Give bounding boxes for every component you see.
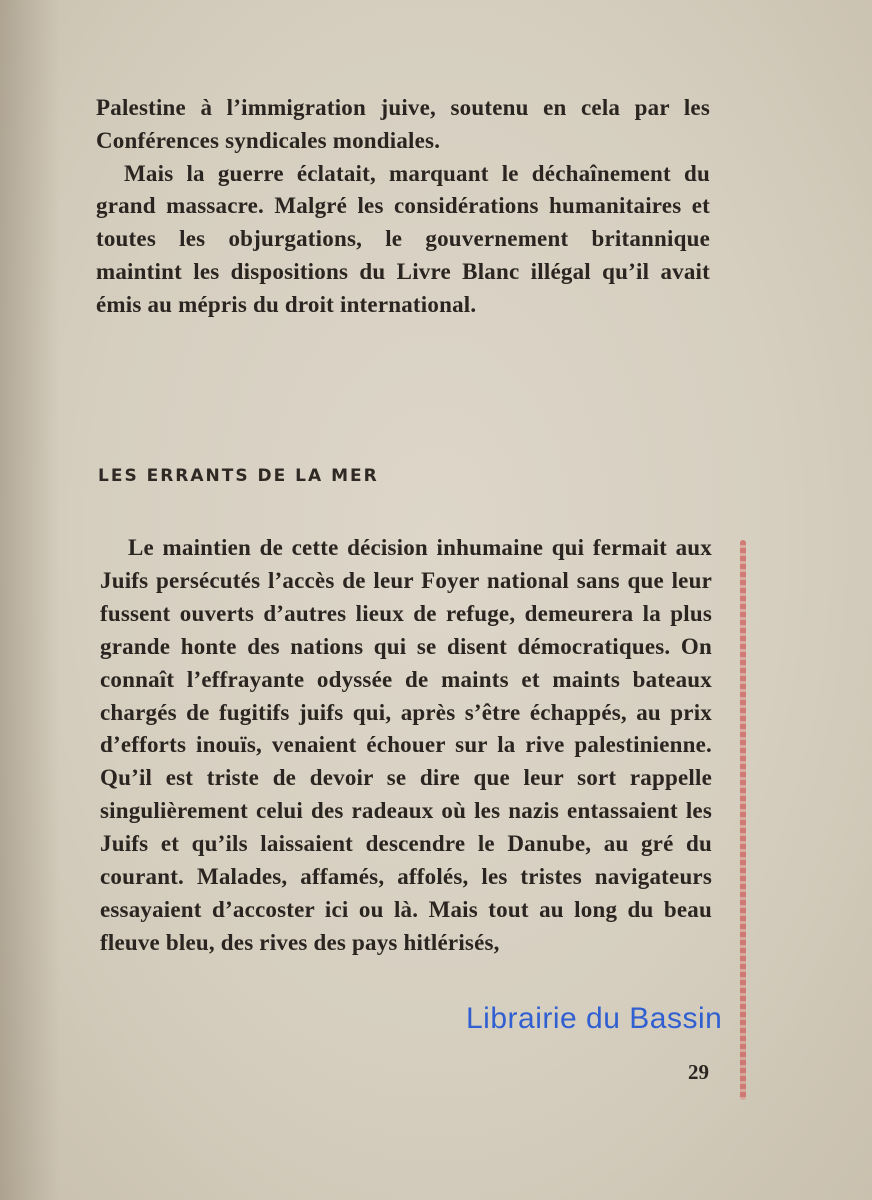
section-heading: LES ERRANTS DE LA MER xyxy=(98,466,379,486)
paragraph: Palestine à l’immigration juive, soutenu en cela par les Conférences syndicales mondiales. xyxy=(96,95,710,153)
page-number: 29 xyxy=(688,1060,709,1084)
margin-pencil-mark xyxy=(740,540,746,1100)
text-block-top xyxy=(96,92,710,322)
watermark: Librairie du Bassin xyxy=(466,1002,723,1035)
paragraph: Mais la guerre éclatait, marquant le déchaînement du grand massacre. Malgré les considérations humanitaires et toutes les objurgations, le gouvernement britannique maintint les dispositions du Livre Blanc illégal qu’il avait émis au mépris du droit international. xyxy=(96,160,710,317)
text-block-bottom xyxy=(100,532,712,960)
gutter-shadow xyxy=(0,0,60,1200)
paragraph: Le maintien de cette décision inhumaine qui fermait aux Juifs persécutés l’accès de leur Foyer national sans que leur fussent ouverts d’autres lieux de refuge, demeurera la plus grande honte des nations qui se disent démocratiques. On connaît l’effrayante odyssée de maints et maints bateaux chargés de fugitifs juifs qui, après s’être échappés, au prix d’efforts inouïs, venaient échouer sur la rive palestinienne. Qu’il est triste de devoir se dire que leur sort rappelle singulièrement celui des radeaux où les nazis entassaient les Juifs et qu’ils laissaient descendre le Danube, au gré du courant. Malades, affamés, affolés, les tristes navigateurs essayaient d’accoster ici ou là. Mais tout au long du beau fleuve bleu, des rives des pays hitlérisés, xyxy=(100,535,712,955)
